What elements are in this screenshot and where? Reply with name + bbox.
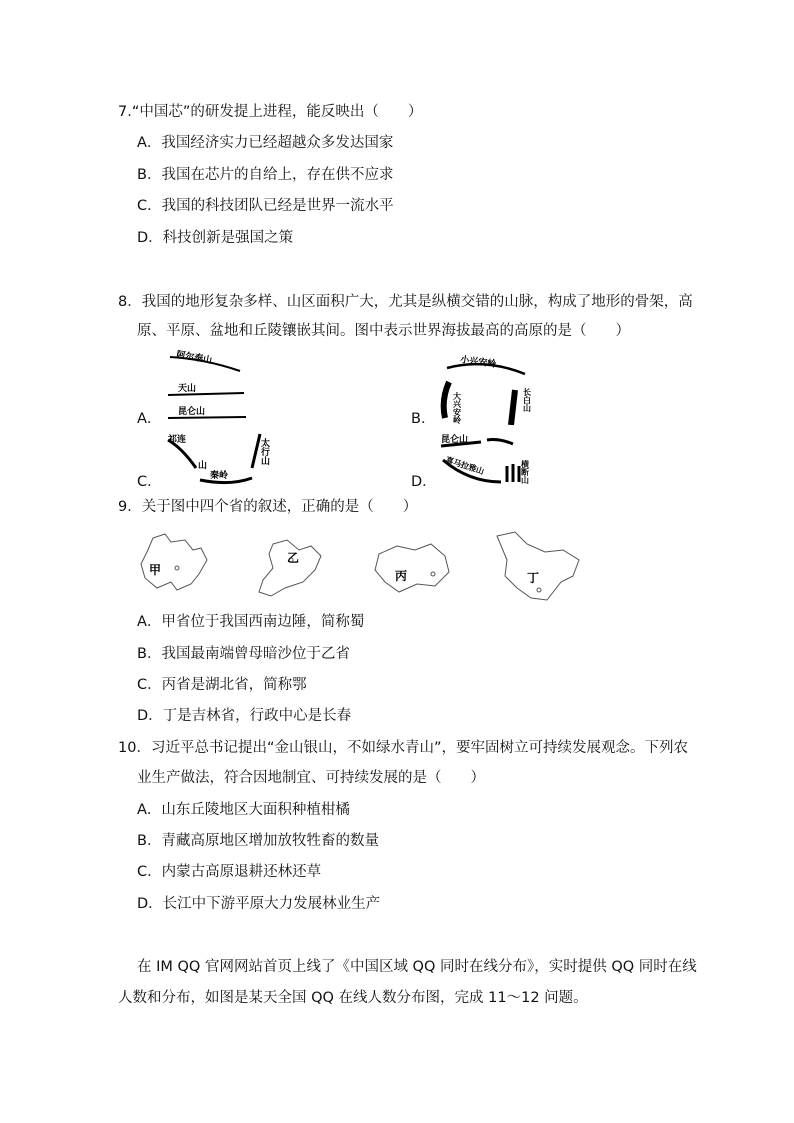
q7-option-a: A．我国经济实力已经超越众多发达国家 (137, 135, 394, 151)
q8-figure-a (160, 345, 255, 425)
q9-option-d: D．丁是吉林省，行政中心是长春 (137, 708, 352, 724)
changbaishan-label: 长白山 (522, 388, 532, 412)
q8-label-d: D． (411, 474, 437, 490)
q7-stem: 7.“中国芯”的研发提上进程，能反映出（ ） (118, 104, 423, 120)
q9-option-b: B．我国最南端曾母暗沙位于乙省 (137, 646, 350, 662)
xiaoxinganling-label: 小兴安岭 (459, 355, 497, 370)
q10-option-c: C．内蒙古高原退耕还林还草 (137, 864, 322, 880)
province-ding-capital (537, 588, 541, 592)
q8-figure-d (435, 430, 545, 490)
qinling-label: 秦岭 (210, 471, 229, 481)
kunlun-label: 昆仑山 (178, 407, 206, 417)
q9-option-c: C．丙省是湖北省，简称鄂 (137, 677, 307, 693)
mountain-arc-line (487, 440, 513, 445)
province-jia-label: 甲 (149, 563, 162, 577)
q9-option-a: A．甲省位于我国西南边陲，简称蜀 (137, 614, 365, 630)
q7-option-c: C．我国的科技团队已经是世界一流水平 (137, 198, 394, 214)
q7-option-b: B．我国在芯片的自给上，存在供不应求 (137, 167, 394, 183)
q8-figure-b (435, 350, 535, 425)
province-jia-capital (175, 566, 179, 570)
province-ding-outline (497, 532, 579, 600)
himalaya-label: 喜马拉雅山 (444, 455, 486, 477)
province-yi-label: 乙 (287, 551, 300, 565)
tianshan-label: 天山 (178, 384, 197, 394)
intro-line1: 在 IM QQ 官网网站首页上线了《中国区域 QQ 同时在线分布》，实时提供 QQ 同时在线 (137, 959, 697, 975)
kunlun-d-label: 昆仑山 (441, 435, 469, 445)
q9-stem: 9．关于图中四个省的叙述，正确的是（ ） (118, 499, 418, 515)
q10-option-a: A．山东丘陵地区大面积种植柑橘 (137, 802, 350, 818)
q10-stem-line2: 业生产做法，符合因地制宜、可持续发展的是（ ） (137, 770, 485, 786)
taihang-label: 太行山 (259, 438, 269, 465)
hengduan-label: 横断山 (520, 460, 530, 484)
q10-option-d: D．长江中下游平原大力发展林业生产 (137, 896, 381, 912)
province-yi-outline (259, 540, 321, 596)
province-jia-outline (141, 534, 207, 590)
province-bing-outline (375, 544, 449, 592)
q8-stem-line1: 8．我国的地形复杂多样、山区面积广大，尤其是纵横交错的山脉，构成了地形的骨架，高 (118, 294, 693, 310)
qilian-label: 祁连 (168, 435, 187, 445)
q10-option-b: B．青藏高原地区增加放牧牲畜的数量 (137, 833, 379, 849)
q9-province-maps (135, 530, 605, 610)
q8-label-b: B． (411, 411, 436, 427)
hengduan-line (507, 464, 519, 482)
q8-stem-line2: 原、平原、盆地和丘陵镶嵌其间。图中表示世界海拔最高的高原的是（ ） (137, 323, 630, 339)
q7-option-d: D．科技创新是强国之策 (137, 230, 294, 246)
q8-figure-c (160, 428, 275, 488)
q10-stem-line1: 10．习近平总书记提出“金山银山，不如绿水青山”，要牢固树立可持续发展观念。下列农 (118, 740, 688, 756)
province-bing-capital (431, 572, 435, 576)
daxinganling-label: 大兴安岭 (452, 392, 462, 424)
q8-label-a: A． (137, 411, 162, 427)
q8-label-c: C． (137, 474, 162, 490)
altai-label: 阿尔泰山 (175, 350, 213, 367)
qilian-shan-label: 山 (198, 461, 208, 471)
province-bing-label: 丙 (395, 569, 408, 583)
kunlun-line (168, 417, 246, 418)
changbaishan-line (511, 390, 515, 425)
daxinganling-line (444, 382, 449, 418)
province-ding-label: 丁 (527, 571, 540, 585)
intro-line2: 人数和分布，如图是某天全国 QQ 在线人数分布图，完成 11～12 问题。 (118, 990, 588, 1006)
